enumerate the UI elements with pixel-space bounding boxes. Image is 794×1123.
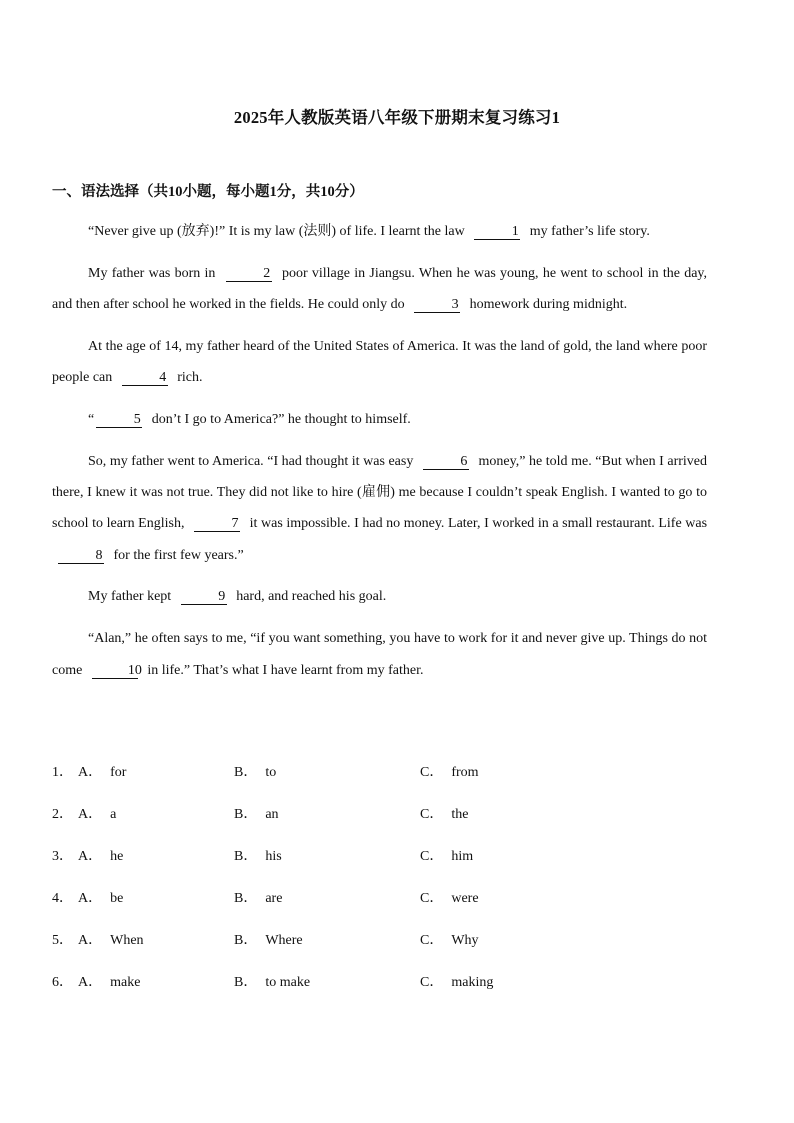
option-letter: C． [420,807,444,822]
text: My father was born in [88,265,216,281]
blank-4: 4 [122,370,168,386]
option-b [234,758,276,788]
option-b [234,968,310,998]
option-letter: A． [78,891,103,906]
question-row [52,758,712,800]
option-letter: A． [78,849,103,864]
option-text: making [451,975,494,990]
option-text: he [110,849,124,864]
option-a [78,926,144,956]
option-letter: B． [234,849,258,864]
option-a [78,884,123,914]
option-a [78,842,123,872]
paragraph-2 [52,258,707,321]
blank-5: 5 [96,412,142,428]
option-a [78,968,140,998]
option-text: from [451,765,479,780]
option-letter: B． [234,975,258,990]
text: poor village in Jiangsu. When he was young, he went to school in the day, and then after school he worked in the fields. He could only do [52,265,708,313]
question-row [52,926,712,968]
option-c [420,884,479,914]
option-text: When [110,933,144,948]
question-number: 2． [52,807,73,822]
option-letter: B． [234,807,258,822]
option-letter: A． [78,933,103,948]
blank-6: 6 [423,454,469,470]
paragraph-7 [52,623,707,686]
option-text: a [110,807,117,822]
paragraph-4 [52,404,707,435]
question-number: 6． [52,975,73,990]
text: hard, and reached his goal. [236,589,387,605]
text: for the first few years.” [113,547,244,563]
option-b [234,926,303,956]
option-text: were [451,891,479,906]
text: So, my father went to America. “I had thought it was easy [88,453,414,469]
option-text: make [110,975,141,990]
question-row [52,884,712,926]
option-c [420,842,473,872]
option-letter: A． [78,975,103,990]
text: my father’s life story. [529,224,650,239]
text: “Never give up (放弃)!” It is my law (法则) of life. I learnt the law [88,224,465,239]
option-letter: C． [420,933,444,948]
question-row [52,800,712,842]
option-c [420,800,468,830]
option-b [234,884,282,914]
question-options [52,758,712,1010]
option-text: to make [265,975,311,990]
option-text: Where [265,933,303,948]
option-a [78,800,116,830]
text: in life.” That’s what I have learnt from my father. [147,662,424,678]
option-text: for [110,765,127,780]
question-number: 4． [52,891,73,906]
option-b [234,800,279,830]
text: “Alan,” he often says to me, “if you want something, you have to work for it and never give up. Things do not come [52,631,707,678]
option-letter: A． [78,807,103,822]
blank-7: 7 [194,516,240,532]
option-a [78,758,126,788]
question-row [52,968,712,1010]
paragraph-1 [52,216,707,247]
option-letter: C． [420,891,444,906]
option-c [420,926,479,956]
text: it was impossible. I had no money. Later, I worked in a small restaurant. Life was [249,516,708,532]
question-number: 3． [52,849,73,864]
paragraph-6 [52,581,707,612]
paragraph-5 [52,446,707,571]
blank-10: 10 [92,663,138,679]
text: rich. [177,370,203,386]
blank-2: 2 [226,266,272,282]
option-c [420,758,479,788]
text: don’t I go to America?” he thought to himself. [151,411,411,427]
option-letter: C． [420,765,444,780]
option-letter: B． [234,933,258,948]
page-title: 2025年人教版英语八年级下册期末复习练习1 [233,108,561,127]
option-letter: C． [420,849,444,864]
option-letter: C． [420,975,444,990]
reading-passage [52,216,707,696]
question-number: 1． [52,765,73,780]
option-letter: B． [234,765,258,780]
text: “ [88,411,95,427]
question-row [52,842,712,884]
option-c [420,968,493,998]
text: money,” he told me. “But when I arrived there, I knew it was not true. They did not like to hire (雇佣) me because I couldn’t speak English. I wanted to go to school to learn English, [52,453,708,532]
blank-1: 1 [474,224,520,240]
option-text: his [265,849,282,864]
option-text: are [265,891,283,906]
text: At the age of 14, my father heard of the United States of America. It was the land of gold, the land where poor people can [52,338,707,386]
question-number: 5． [52,933,73,948]
option-text: to [265,765,277,780]
option-text: an [265,807,279,822]
paragraph-3 [52,331,707,394]
text: homework during midnight. [469,297,628,313]
option-text: be [110,891,124,906]
blank-9: 9 [181,589,227,605]
option-letter: A． [78,765,103,780]
section-heading: 一、语法选择（共10小题，每小题1分，共10分） [52,184,364,200]
blank-8: 8 [58,548,104,564]
blank-3: 3 [414,297,460,313]
option-text: the [451,807,469,822]
text: My father kept [88,589,172,605]
option-letter: B． [234,891,258,906]
option-text: him [451,849,474,864]
option-b [234,842,282,872]
option-text: Why [451,933,479,948]
